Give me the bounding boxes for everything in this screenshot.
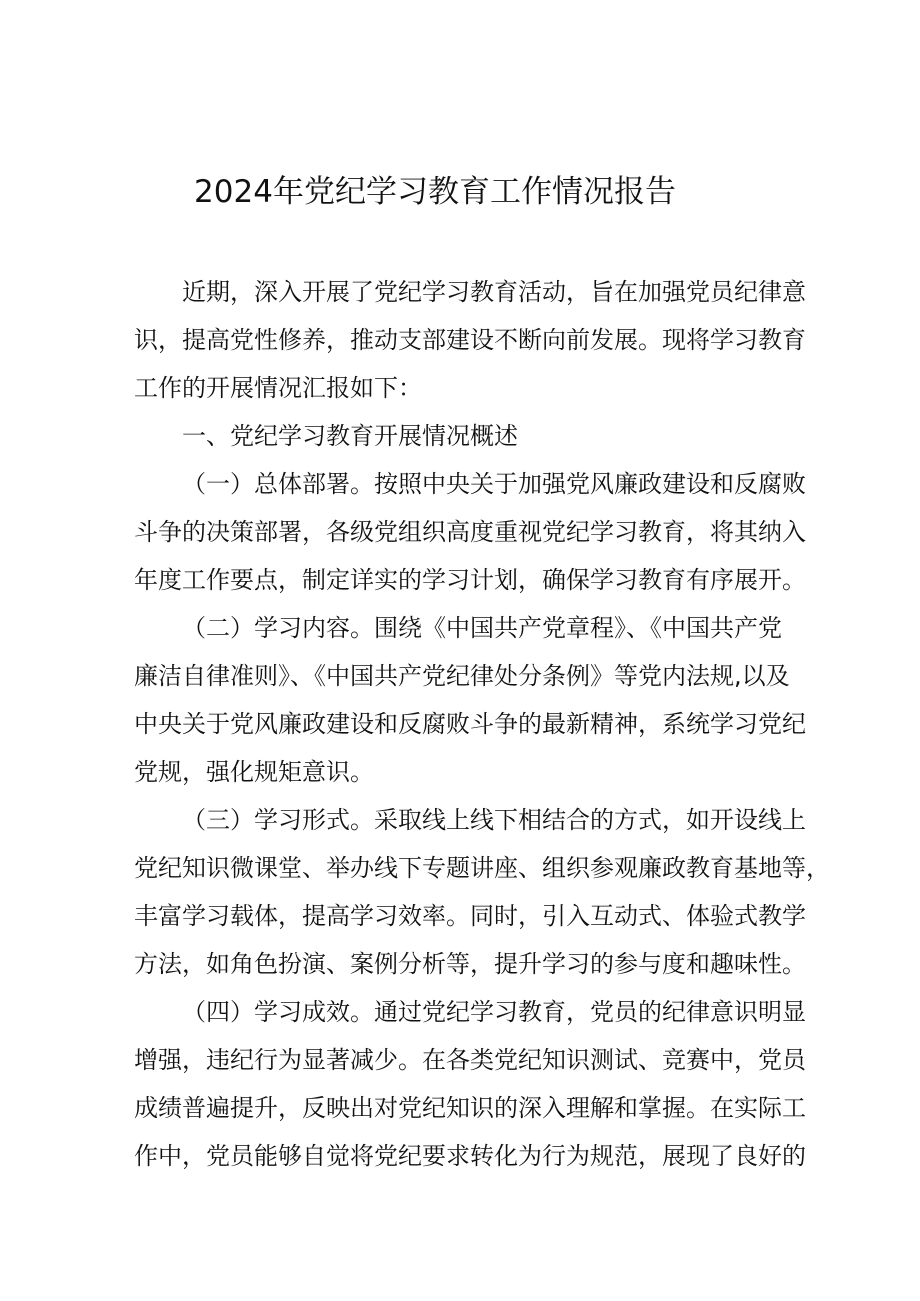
paragraph-content-line-2: 廉洁自律准则》、《中国共产党纪律处分条例》等党内法规,以及 <box>134 662 790 690</box>
section-heading-1: 一、党纪学习教育开展情况概述 <box>182 422 518 450</box>
paragraph-deployment-line-2: 斗争的决策部署，各级党组织高度重视党纪学习教育，将其纳入 <box>134 518 806 546</box>
paragraph-deployment-line-1: （一）总体部署。按照中央关于加强党风廉政建设和反腐败 <box>182 470 806 498</box>
paragraph-format-line-4: 方法，如角色扮演、案例分析等，提升学习的参与度和趣味性。 <box>134 950 806 978</box>
paragraph-intro-line-3: 工作的开展情况汇报如下： <box>134 374 422 402</box>
paragraph-deployment-line-3: 年度工作要点，制定详实的学习计划，确保学习教育有序展开。 <box>134 566 806 594</box>
paragraph-format-line-1: （三）学习形式。采取线上线下相结合的方式，如开设线上 <box>182 806 806 834</box>
paragraph-content-line-4: 党规，强化规矩意识。 <box>134 758 374 786</box>
paragraph-intro-line-1: 近期，深入开展了党纪学习教育活动，旨在加强党员纪律意 <box>182 278 806 306</box>
paragraph-results-line-3: 成绩普遍提升，反映出对党纪知识的深入理解和掌握。在实际工 <box>134 1094 806 1122</box>
paragraph-results-line-4: 作中，党员能够自觉将党纪要求转化为行为规范，展现了良好的 <box>134 1142 806 1170</box>
paragraph-content-line-1: （二）学习内容。围绕《中国共产党章程》、《中国共产党 <box>182 614 782 642</box>
document-title: 2024年党纪学习教育工作情况报告 <box>194 174 676 210</box>
paragraph-format-line-2: 党纪知识微课堂、举办线下专题讲座、组织参观廉政教育基地等， <box>134 854 830 882</box>
paragraph-results-line-2: 增强，违纪行为显著减少。在各类党纪知识测试、竞赛中，党员 <box>134 1046 806 1074</box>
paragraph-intro-line-2: 识，提高党性修养，推动支部建设不断向前发展。现将学习教育 <box>134 326 806 354</box>
paragraph-format-line-3: 丰富学习载体，提高学习效率。同时，引入互动式、体验式教学 <box>134 902 806 930</box>
paragraph-content-line-3: 中央关于党风廉政建设和反腐败斗争的最新精神，系统学习党纪 <box>134 710 806 738</box>
paragraph-results-line-1: （四）学习成效。通过党纪学习教育，党员的纪律意识明显 <box>182 998 806 1026</box>
